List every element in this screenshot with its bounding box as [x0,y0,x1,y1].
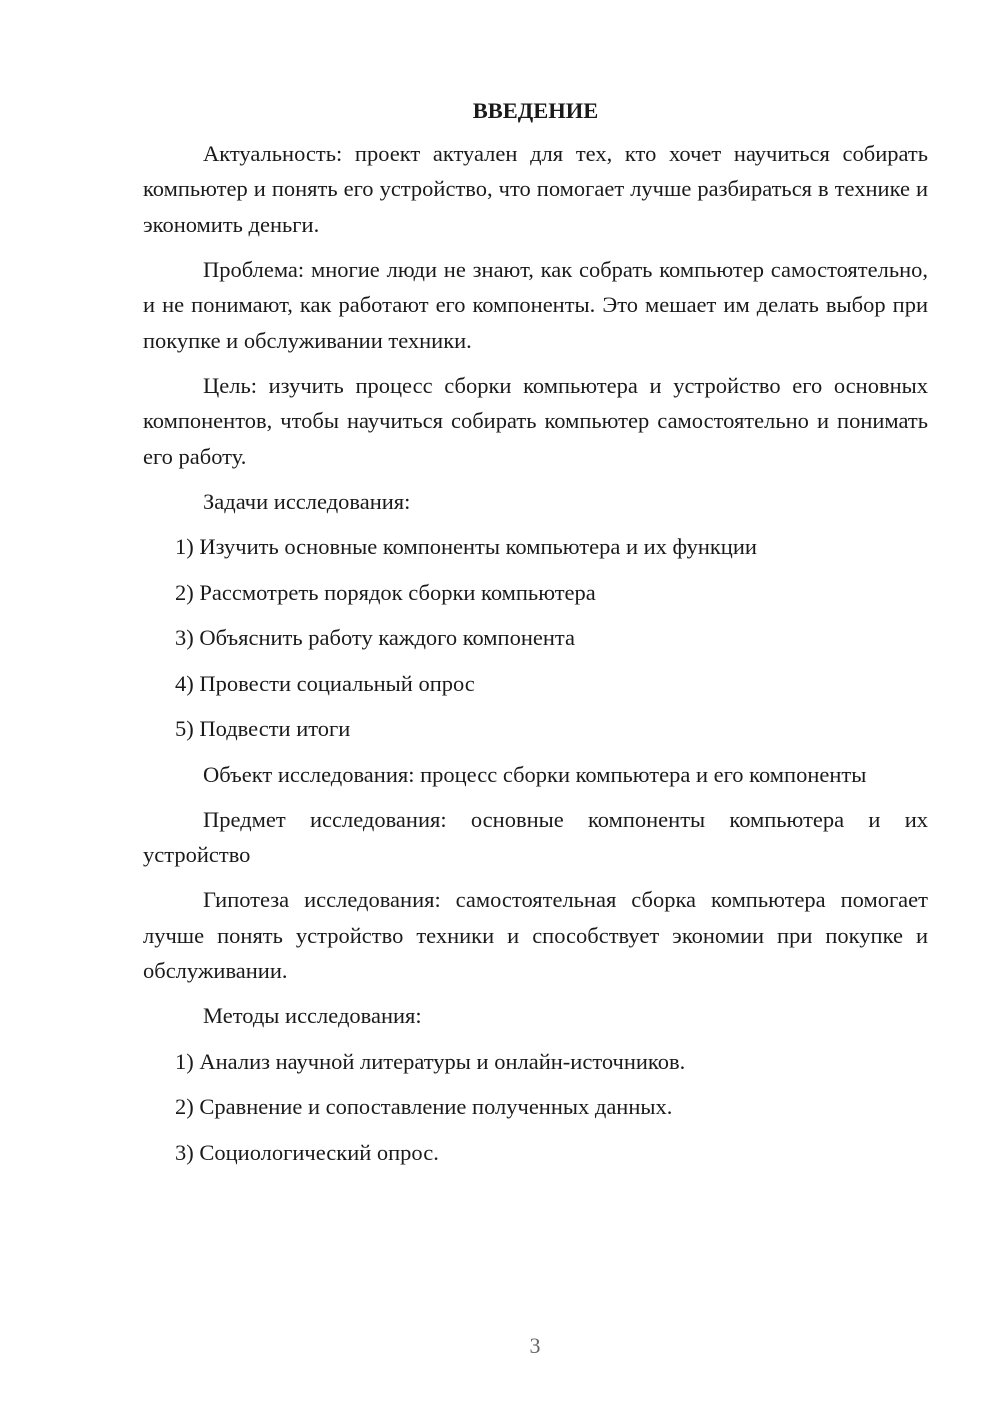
list-item: 3) Социологический опрос. [175,1139,439,1165]
list-item: 1) Анализ научной литературы и онлайн-источников. [175,1048,686,1074]
problem-paragraph: Проблема: многие люди не знают, как собрать компьютер самостоятельно, и не понимают, как работают его компоненты. Это мешает им делать выбор при покупке и обслуживании техники. [143,256,928,353]
page-number: 3 [529,1333,541,1358]
subject-paragraph: Предмет исследования: основные компоненты компьютера и их устройство [143,806,928,867]
document-body [143,93,928,1180]
list-item: 2) Сравнение и сопоставление полученных данных. [175,1094,673,1119]
methods-heading: Методы исследования: [203,1003,422,1028]
relevance-paragraph: Актуальность: проект актуален для тех, кто хочет научиться собирать компьютер и понять его устройство, что помогает лучше разбираться в технике и экономить деньги. [143,140,928,237]
tasks-heading: Задачи исследования: [203,488,411,514]
methods-list [143,1044,928,1171]
page-title: ВВЕДЕНИЕ [472,98,599,123]
list-item: 4) Провести социальный опрос [175,670,475,696]
list-item: 2) Рассмотреть порядок сборки компьютера [175,579,596,605]
list-item: 3) Объяснить работу каждого компонента [175,625,575,650]
object-paragraph: Объект исследования: процесс сборки компьютера и его компоненты [203,761,867,787]
tasks-list [143,529,928,747]
hypothesis-paragraph: Гипотеза исследования: самостоятельная сборка компьютера помогает лучше понять устройство техники и способствует экономии при покупке и обслуживании. [143,887,928,983]
goal-paragraph: Цель: изучить процесс сборки компьютера и устройство его основных компонентов, чтобы научиться собирать компьютер самостоятельно и понимать его работу. [143,372,928,469]
list-item: 1) Изучить основные компоненты компьютера и их функции [175,534,757,559]
list-item: 5) Подвести итоги [175,716,351,741]
